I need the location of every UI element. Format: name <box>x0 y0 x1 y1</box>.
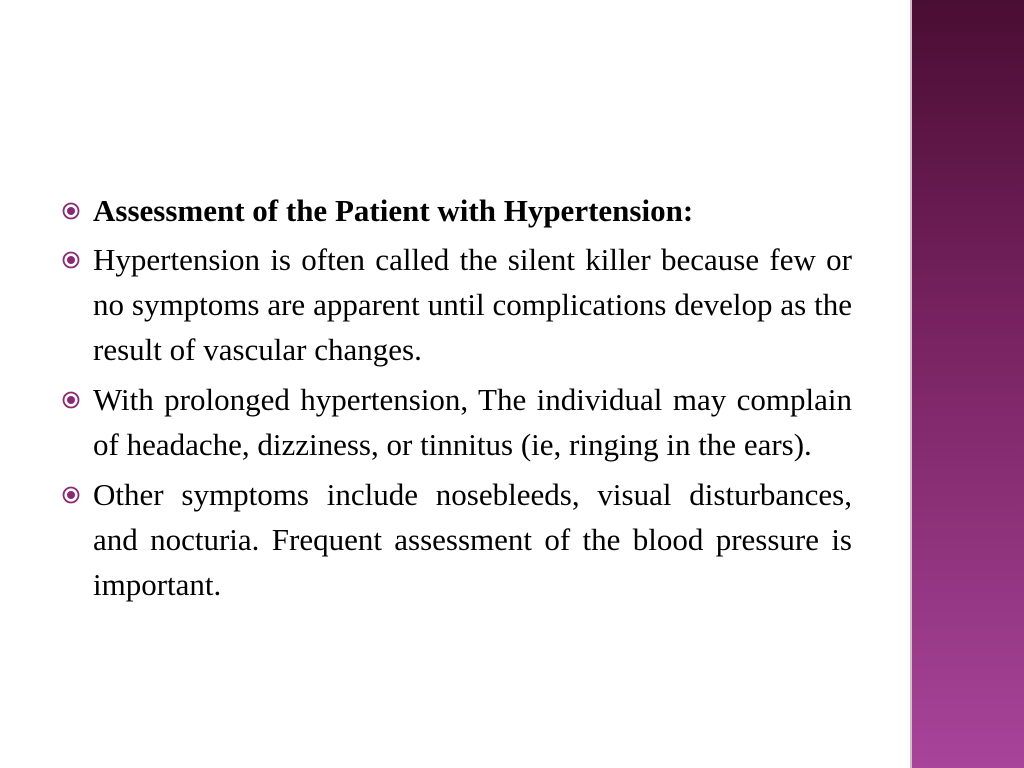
bullet-item <box>62 377 852 467</box>
circle-bullet-icon <box>62 202 80 220</box>
bullet-heading <box>62 188 852 233</box>
bullet-text: Hypertension is often called the silent killer because few or no symptoms are apparent until complications develop as the result of vascular changes. <box>93 242 852 367</box>
circle-bullet-icon <box>62 251 80 269</box>
bullet-text: Assessment of the Patient with Hypertension: <box>93 193 694 228</box>
circle-bullet-icon <box>62 486 80 504</box>
decorative-side-band <box>912 0 1024 768</box>
bullet-item <box>62 237 852 372</box>
bullet-text: Other symptoms include nosebleeds, visual disturbances, and nocturia. Frequent assessment of the blood pressure is important. <box>93 477 852 602</box>
circle-bullet-icon <box>62 391 80 409</box>
bullet-item <box>62 472 852 607</box>
slide-content <box>62 188 852 612</box>
bullet-text: With prolonged hypertension, The individual may complain of headache, dizziness, or tinnitus (ie, ringing in the ears). <box>93 382 852 462</box>
